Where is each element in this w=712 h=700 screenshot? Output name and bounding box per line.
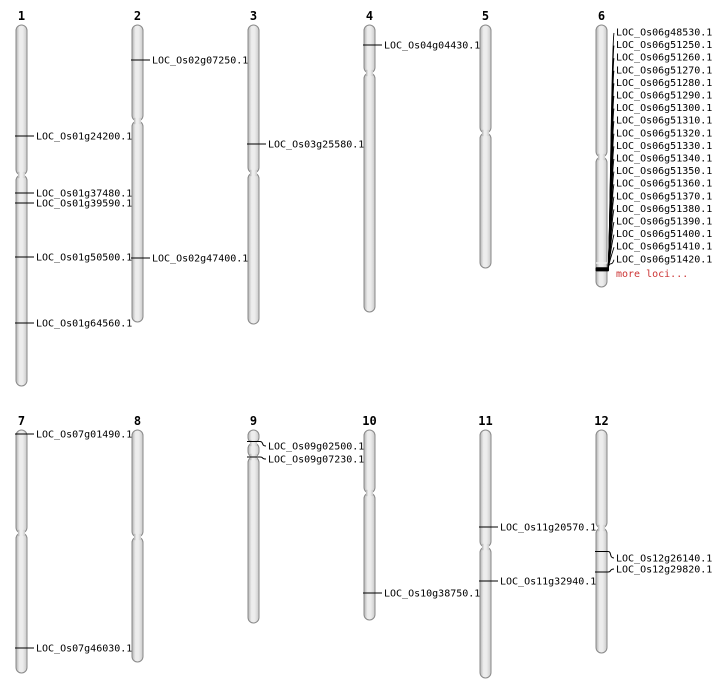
- locus-label[interactable]: LOC_Os01g24200.1: [36, 131, 133, 143]
- chromosome-12-arm-1[interactable]: [596, 430, 607, 528]
- locus-label[interactable]: LOC_Os01g50500.1: [36, 252, 133, 264]
- chromosome-7-number: 7: [17, 414, 26, 428]
- chromosome-1-arm-2[interactable]: [16, 175, 27, 386]
- locus-label[interactable]: LOC_Os11g32940.1: [500, 576, 597, 588]
- locus-label[interactable]: LOC_Os06g51420.1: [616, 254, 712, 266]
- locus-label[interactable]: LOC_Os06g51290.1: [616, 90, 712, 102]
- locus-label[interactable]: LOC_Os06g51370.1: [616, 191, 712, 203]
- locus-label[interactable]: LOC_Os07g46030.1: [36, 643, 133, 655]
- chromosome-3-number: 3: [249, 9, 258, 23]
- chromosome-8-centromere: [134, 534, 141, 540]
- chromosome-9: [247, 414, 364, 623]
- chromosome-5-centromere: [482, 130, 489, 136]
- chromosome-4-number: 4: [365, 9, 374, 23]
- chromosome-7-centromere: [18, 530, 25, 536]
- locus-label[interactable]: LOC_Os06g51350.1: [616, 166, 712, 178]
- locus-label[interactable]: LOC_Os06g51330.1: [616, 140, 712, 152]
- chromosome-5-arm-2[interactable]: [480, 133, 491, 268]
- chromosome-3: [247, 9, 364, 324]
- chromosome-6-arm-1[interactable]: [596, 25, 607, 157]
- chromosome-3-arm-2[interactable]: [248, 173, 259, 324]
- chromosome-11-centromere: [482, 544, 489, 550]
- locus-label[interactable]: LOC_Os01g39590.1: [36, 198, 133, 210]
- locus-label[interactable]: LOC_Os09g07230.1: [268, 454, 365, 466]
- chromosome-3-arm-1[interactable]: [248, 25, 259, 173]
- locus-label[interactable]: LOC_Os06g51410.1: [616, 241, 712, 253]
- more-loci-link[interactable]: more loci...: [616, 269, 689, 280]
- locus-label[interactable]: LOC_Os06g51250.1: [616, 40, 712, 52]
- chromosome-3-centromere: [250, 170, 257, 176]
- locus-label[interactable]: LOC_Os02g07250.1: [152, 55, 249, 67]
- chromosome-6-centromere: [598, 154, 605, 160]
- chromosome-5: [480, 9, 491, 268]
- locus-label[interactable]: LOC_Os06g51260.1: [616, 52, 712, 64]
- locus-label[interactable]: LOC_Os01g37480.1: [36, 188, 133, 200]
- chromosome-12-arm-2[interactable]: [596, 528, 607, 653]
- chromosome-12-centromere: [598, 525, 605, 531]
- locus-label[interactable]: LOC_Os06g48530.1: [616, 27, 712, 39]
- chromosome-1-centromere: [18, 172, 25, 178]
- chromosome-10-arm-1[interactable]: [364, 430, 375, 493]
- chromosome-11: [478, 414, 596, 678]
- chromosome-10-number: 10: [362, 414, 377, 428]
- locus-label[interactable]: LOC_Os01g64560.1: [36, 318, 133, 330]
- chromosome-1-number: 1: [17, 9, 26, 23]
- locus-label[interactable]: LOC_Os12g29820.1: [616, 564, 712, 576]
- chromosome-2-number: 2: [133, 9, 142, 23]
- locus-label[interactable]: LOC_Os06g51280.1: [616, 77, 712, 89]
- chromosome-1-arm-1[interactable]: [16, 25, 27, 175]
- chromosome-9-centromere: [250, 440, 257, 446]
- locus-label[interactable]: LOC_Os11g20570.1: [500, 522, 597, 534]
- chromosome-7: [15, 414, 132, 673]
- locus-label[interactable]: LOC_Os06g51270.1: [616, 65, 712, 77]
- locus-cluster-band: [596, 267, 610, 271]
- chromosome-2-arm-1[interactable]: [132, 25, 143, 121]
- chromosome-2-arm-2[interactable]: [132, 121, 143, 322]
- chromosome-7-arm-2[interactable]: [16, 533, 27, 673]
- chromosome-8-arm-1[interactable]: [132, 430, 143, 537]
- chromosome-6: [596, 9, 712, 287]
- chromosome-12-number: 12: [594, 414, 609, 428]
- chromosome-5-arm-1[interactable]: [480, 25, 491, 133]
- chromosome-7-arm-1[interactable]: [16, 430, 27, 533]
- locus-label[interactable]: LOC_Os12g26140.1: [616, 553, 712, 565]
- chromosome-5-number: 5: [481, 9, 490, 23]
- locus-label[interactable]: LOC_Os06g51300.1: [616, 103, 712, 115]
- chromosome-11-number: 11: [478, 414, 493, 428]
- locus-label[interactable]: LOC_Os06g51340.1: [616, 153, 712, 165]
- chromosome-10-arm-2[interactable]: [364, 493, 375, 620]
- chromosome-10-centromere: [366, 490, 373, 496]
- chromosome-10: [362, 414, 480, 620]
- locus-label[interactable]: LOC_Os06g51310.1: [616, 115, 712, 127]
- chromosome-4: [363, 9, 480, 312]
- locus-label[interactable]: LOC_Os06g51380.1: [616, 203, 712, 215]
- chromosome-11-arm-2[interactable]: [480, 547, 491, 678]
- chromosome-1: [15, 9, 132, 386]
- locus-label[interactable]: LOC_Os07g01490.1: [36, 429, 133, 441]
- chromosome-9-number: 9: [249, 414, 258, 428]
- chromosome-8-arm-2[interactable]: [132, 537, 143, 662]
- chromosome-4-centromere: [366, 70, 373, 76]
- locus-label[interactable]: LOC_Os09g02500.1: [268, 441, 365, 453]
- chromosome-12: [594, 414, 712, 653]
- chromosome-4-arm-1[interactable]: [364, 25, 375, 73]
- locus-label[interactable]: LOC_Os02g47400.1: [152, 253, 249, 265]
- chromosome-2-centromere: [134, 118, 141, 124]
- chromosome-8-number: 8: [133, 414, 142, 428]
- locus-label[interactable]: LOC_Os04g04430.1: [384, 40, 481, 52]
- chromosome-6-number: 6: [597, 9, 606, 23]
- chromosome-8: [132, 414, 143, 662]
- chromosome-4-arm-2[interactable]: [364, 73, 375, 312]
- locus-label[interactable]: LOC_Os06g51390.1: [616, 216, 712, 228]
- locus-label[interactable]: LOC_Os06g51400.1: [616, 229, 712, 241]
- locus-label[interactable]: LOC_Os06g51320.1: [616, 128, 712, 140]
- chromosome-9-arm-3[interactable]: [248, 457, 259, 623]
- chromosome-2: [131, 9, 248, 322]
- locus-label[interactable]: LOC_Os10g38750.1: [384, 588, 481, 600]
- chromosome-11-arm-1[interactable]: [480, 430, 491, 547]
- locus-label[interactable]: LOC_Os06g51360.1: [616, 178, 712, 190]
- locus-label[interactable]: LOC_Os03g25580.1: [268, 139, 365, 151]
